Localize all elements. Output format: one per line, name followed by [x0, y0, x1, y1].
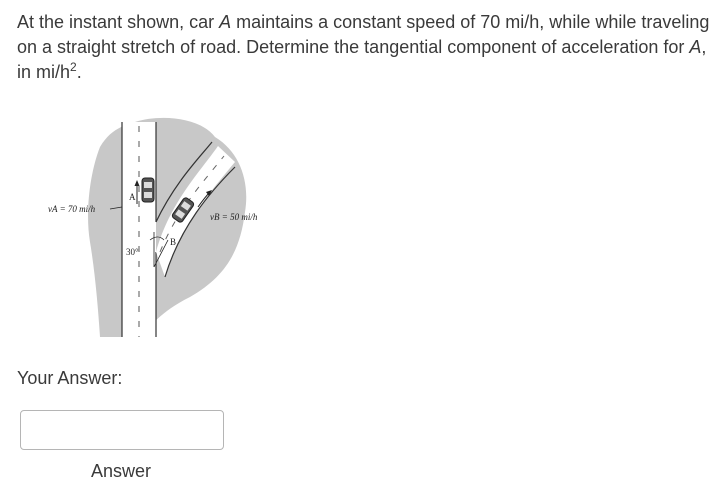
car-a-icon: [142, 178, 154, 202]
answer-input[interactable]: [20, 410, 224, 450]
your-answer-label: Your Answer:: [17, 368, 123, 388]
car-a-label: A: [129, 192, 136, 202]
answer-field-label: Answer: [91, 461, 152, 481]
va-label: vA = 70 mi/h: [48, 204, 96, 214]
vb-label: vB = 50 mi/h: [210, 212, 258, 222]
angle-label: 30°: [126, 247, 139, 257]
straight-road: [122, 122, 156, 337]
question-text: At the instant shown, car A maintains a constant speed of 70 mi/h, while while traveling on a straight stretch of road. Determine the tangential component of acceleration for A, in $mi/h^2$.: [17, 12, 710, 82]
car-b-label: B: [170, 237, 177, 247]
road-diagram: [40, 112, 290, 342]
